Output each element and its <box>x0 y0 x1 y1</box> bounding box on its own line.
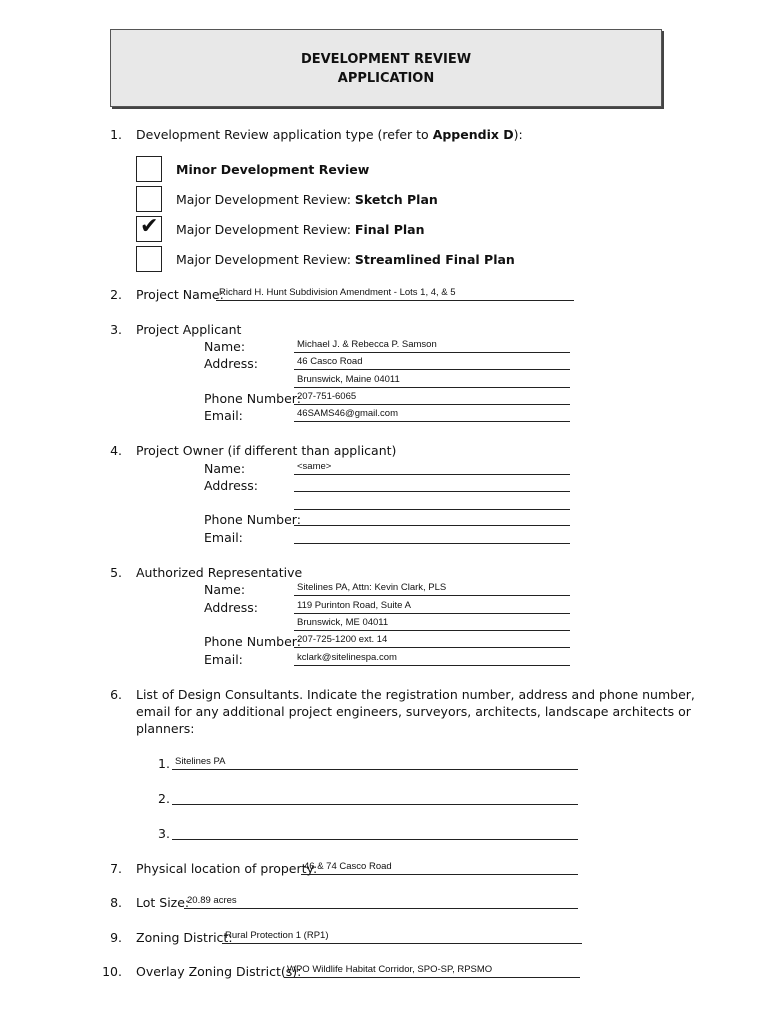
owner-address-field-1[interactable] <box>294 477 570 492</box>
consultant-2-field[interactable] <box>172 790 578 805</box>
q7-label: Physical location of property: <box>136 861 318 876</box>
consultant-1-field[interactable]: Sitelines PA <box>172 755 578 770</box>
owner-name-field[interactable]: <same> <box>294 460 570 475</box>
form-header <box>110 29 662 107</box>
owner-phone-label: Phone Number: <box>204 512 301 527</box>
consultant-2-number: 2. <box>158 791 170 806</box>
form-title-line1: DEVELOPMENT REVIEW <box>300 52 472 67</box>
lot-size-field[interactable]: 20.89 acres <box>184 894 578 909</box>
rep-name-label: Name: <box>204 582 246 597</box>
q1-number: 1. <box>110 127 122 142</box>
rep-name-field[interactable]: Sitelines PA, Attn: Kevin Clark, PLS <box>294 581 570 596</box>
overlay-zoning-field[interactable]: WPO Wildlife Habitat Corridor, SPO-SP, RPSMO <box>284 963 580 978</box>
consultant-3-number: 3. <box>158 826 170 841</box>
q5-label: Authorized Representative <box>136 565 303 580</box>
q10-label: Overlay Zoning District(s): <box>136 964 302 979</box>
q6-line2: email for any additional project engineers, surveyors, architects, landscape architects or <box>136 704 691 719</box>
q6-line3: planners: <box>136 721 195 736</box>
checkbox-final-plan[interactable] <box>136 216 162 242</box>
rep-address-field-2[interactable]: Brunswick, ME 04011 <box>294 616 570 631</box>
option-minor-review: Minor Development Review <box>176 162 370 177</box>
rep-email-field[interactable]: kclark@sitelinespa.com <box>294 651 570 666</box>
q6-line1: List of Design Consultants. Indicate the registration number, address and phone number, <box>136 687 695 702</box>
checkbox-sketch-plan[interactable] <box>136 186 162 212</box>
owner-name-label: Name: <box>204 461 246 476</box>
rep-phone-label: Phone Number: <box>204 634 301 649</box>
q2-label: Project Name: <box>136 287 224 302</box>
project-name-field[interactable] <box>216 286 574 301</box>
owner-address-field-2[interactable] <box>294 495 570 510</box>
q3-label: Project Applicant <box>136 322 242 337</box>
q1-text: Development Review application type (refer to <box>136 127 433 142</box>
option-final-plan: Major Development Review: Final Plan <box>176 222 425 237</box>
applicant-phone-field[interactable]: 207-751-6065 <box>294 390 570 405</box>
applicant-address-label: Address: <box>204 356 258 371</box>
consultant-1-number: 1. <box>158 756 170 771</box>
zoning-district-field[interactable]: Rural Protection 1 (RP1) <box>222 929 582 944</box>
applicant-name-label: Name: <box>204 339 246 354</box>
q9-label: Zoning District: <box>136 930 233 945</box>
rep-email-label: Email: <box>204 652 243 667</box>
property-location-field[interactable]: 46 & 74 Casco Road <box>301 860 578 875</box>
project-name-value: Richard H. Hunt Subdivision Amendment - Lots 1, 4, & 5 <box>219 287 456 298</box>
applicant-phone-label: Phone Number: <box>204 391 301 406</box>
checkbox-streamlined[interactable] <box>136 246 162 272</box>
applicant-email-label: Email: <box>204 408 243 423</box>
applicant-address-field-2[interactable]: Brunswick, Maine 04011 <box>294 373 570 388</box>
q1-appendix: Appendix D <box>432 127 514 142</box>
option-streamlined: Major Development Review: Streamlined Final Plan <box>176 252 515 267</box>
owner-address-label: Address: <box>204 478 258 493</box>
rep-phone-field[interactable]: 207-725-1200 ext. 14 <box>294 633 570 648</box>
q4-label: Project Owner (if different than applicant) <box>136 443 397 458</box>
owner-phone-field[interactable] <box>294 511 570 526</box>
form-title-line2: APPLICATION <box>337 71 435 86</box>
applicant-name-field[interactable]: Michael J. & Rebecca P. Samson <box>294 338 570 353</box>
option-sketch-plan: Major Development Review: Sketch Plan <box>176 192 438 207</box>
checkmark-icon: ✔ <box>140 214 159 239</box>
owner-email-label: Email: <box>204 530 243 545</box>
owner-email-field[interactable] <box>294 529 570 544</box>
consultant-3-field[interactable] <box>172 825 578 840</box>
rep-address-label: Address: <box>204 600 258 615</box>
rep-address-field-1[interactable]: 119 Purinton Road, Suite A <box>294 599 570 614</box>
checkbox-minor-review[interactable] <box>136 156 162 182</box>
q1-end: ): <box>513 127 523 142</box>
applicant-email-field[interactable]: 46SAMS46@gmail.com <box>294 407 570 422</box>
applicant-address-field-1[interactable]: 46 Casco Road <box>294 355 570 370</box>
q8-label: Lot Size: <box>136 895 190 910</box>
